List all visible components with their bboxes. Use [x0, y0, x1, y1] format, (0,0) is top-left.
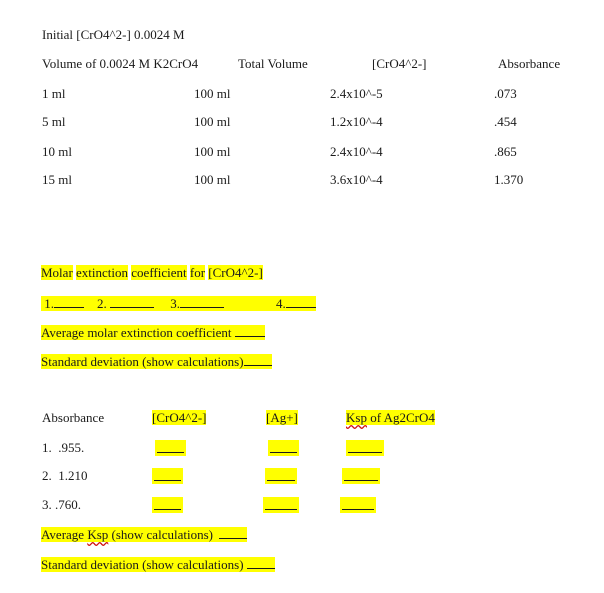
stdev-coefficient-label: Standard deviation (show calculations) — [41, 354, 244, 369]
table2-row-label: 1. .955. — [42, 440, 85, 455]
average-coefficient-label: Average molar extinction coefficient — [41, 325, 232, 340]
table1-cell: 2.4x10^-4 — [330, 144, 383, 159]
stdev-coefficient-blank[interactable] — [244, 353, 272, 366]
initial-concentration: Initial [CrO4^2-] 0.0024 M — [42, 27, 185, 42]
silver-blank[interactable] — [263, 497, 299, 513]
silver-blank[interactable] — [268, 440, 299, 456]
table2-row-label: 2. 1.210 — [42, 468, 88, 483]
ksp-blank[interactable] — [340, 497, 376, 513]
silver-blank[interactable] — [265, 468, 297, 484]
answer-blank-2[interactable] — [110, 295, 154, 308]
table1-cell: 10 ml — [42, 144, 72, 159]
table1-header-total-volume: Total Volume — [238, 56, 308, 71]
table1-cell: 100 ml — [194, 86, 231, 101]
ksp-blank[interactable] — [346, 440, 384, 456]
table1-cell: 3.6x10^-4 — [330, 172, 383, 187]
average-ksp-blank[interactable] — [219, 526, 247, 539]
blank-label-1: 1. — [44, 296, 54, 311]
title-word: for — [189, 265, 206, 280]
blank-label-3: 3. — [170, 296, 180, 311]
blank-label-4: 4. — [276, 296, 286, 311]
title-word: [CrO4^2-] — [208, 265, 263, 280]
table1-cell: 100 ml — [194, 144, 231, 159]
table1-cell: .073 — [494, 86, 517, 101]
stdev-ksp-blank[interactable] — [247, 556, 275, 569]
table1-cell: 100 ml — [194, 114, 231, 129]
table1-cell: 1.2x10^-4 — [330, 114, 383, 129]
ksp-blank[interactable] — [342, 468, 380, 484]
average-coefficient-blank[interactable] — [235, 324, 265, 337]
table1-header-volume: Volume of 0.0024 M K2CrO4 — [42, 56, 199, 71]
table1-cell: .454 — [494, 114, 517, 129]
ksp-word: Ksp — [87, 527, 109, 542]
ksp-word: Ksp — [346, 410, 367, 425]
table2-header-absorbance: Absorbance — [42, 410, 105, 425]
answer-blank-1[interactable] — [54, 295, 84, 308]
table1-cell: 15 ml — [42, 172, 72, 187]
table1-cell: 2.4x10^-5 — [330, 86, 383, 101]
title-word: Molar — [41, 265, 73, 280]
table2-header-concentration: [CrO4^2-] — [152, 410, 207, 425]
title-word: extinction — [76, 265, 129, 280]
answer-blank-3[interactable] — [180, 295, 224, 308]
concentration-blank[interactable] — [155, 440, 186, 456]
average-coefficient-line — [41, 324, 265, 341]
table2-row-label: 3. .760. — [42, 497, 81, 512]
coefficient-blanks-row — [41, 295, 316, 312]
concentration-blank[interactable] — [152, 468, 183, 484]
table1-cell: 1.370 — [494, 172, 524, 187]
stdev-ksp-line — [41, 556, 275, 573]
blank-label-2: 2. — [97, 296, 107, 311]
table2-header-silver: [Ag+] — [266, 410, 298, 425]
table2-header-ksp: Ksp of Ag2CrO4 — [346, 410, 435, 425]
molar-section-title — [41, 265, 263, 281]
concentration-blank[interactable] — [152, 497, 183, 513]
table1-header-absorbance: Absorbance — [498, 56, 561, 71]
stdev-ksp-label: Standard deviation (show calculations) — [41, 557, 244, 572]
table1-cell: 100 ml — [194, 172, 231, 187]
table1-header-concentration: [CrO4^2-] — [372, 56, 427, 71]
table1-cell: .865 — [494, 144, 517, 159]
title-word: coefficient — [131, 265, 187, 280]
table1-cell: 5 ml — [42, 114, 66, 129]
stdev-coefficient-line — [41, 353, 272, 370]
table1-cell: 1 ml — [42, 86, 66, 101]
answer-blank-4[interactable] — [286, 295, 316, 308]
average-ksp-line: Average Ksp (show calculations) — [41, 526, 247, 543]
